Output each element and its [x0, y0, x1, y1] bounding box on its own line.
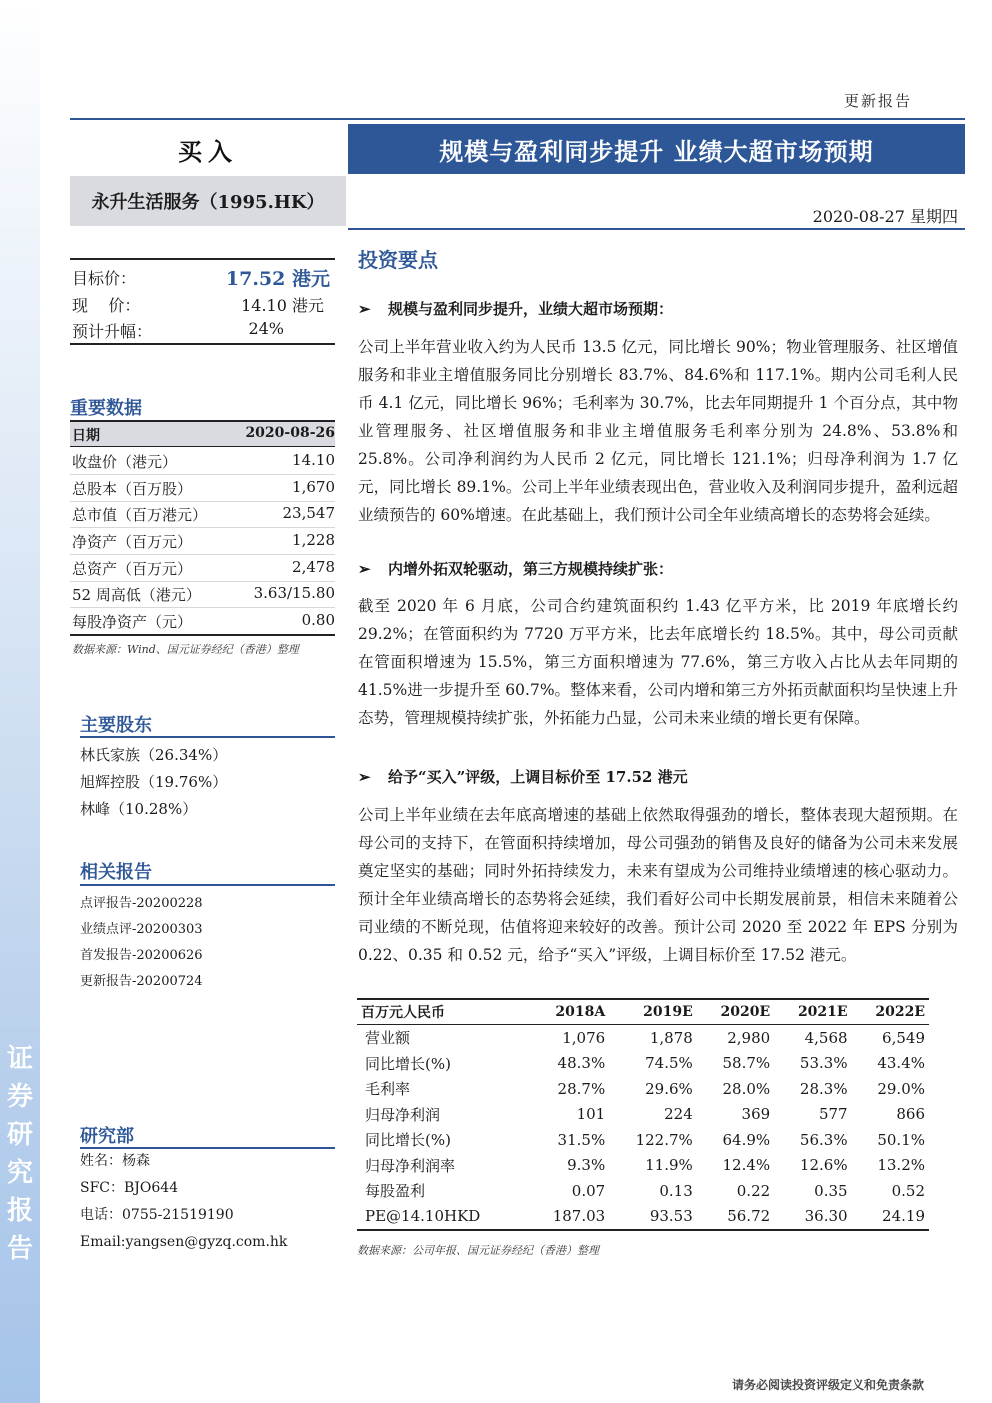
table-cell: PE@14.10HKD: [357, 1204, 528, 1231]
table-row: [357, 1127, 929, 1153]
table-cell: 12.4%: [722, 1156, 771, 1175]
table-cell: 2,980: [727, 1028, 771, 1047]
bullet-text: 内增外拓双轮驱动，第三方规模持续扩张：: [388, 560, 674, 578]
table-cell: 同比增长(%): [365, 1054, 451, 1073]
table-cell: 43.4%: [877, 1054, 925, 1073]
table-header-row: [357, 999, 929, 1025]
bullet-heading-1: [358, 298, 673, 319]
key-data-label: 总资产（百万元）: [72, 560, 193, 578]
sidebar-char: 券: [6, 1082, 33, 1112]
table-row: [357, 1102, 929, 1128]
table-cell: 0.35: [814, 1181, 848, 1200]
report-title: 规模与盈利同步提升 业绩大超市场预期: [348, 124, 965, 174]
target-price-label: 目标价：: [72, 269, 137, 288]
table-row: [357, 1204, 929, 1231]
analyst-phone: 电话：0755-21519190: [80, 1207, 234, 1223]
table-cell: 每股盈利: [365, 1182, 426, 1201]
key-data-value: 3.63/15.80: [253, 584, 335, 602]
investment-highlights-heading: 投资要点: [358, 248, 438, 272]
key-data-value: 0.80: [301, 611, 335, 629]
list-item: 林峰（10.28%）: [80, 800, 198, 818]
column-header: 2021E: [774, 999, 851, 1025]
arrow-icon: ➢: [358, 300, 371, 318]
table-cell: 31.5%: [557, 1130, 606, 1149]
table-cell: 93.53: [609, 1204, 697, 1231]
shareholders-list: [80, 742, 227, 823]
table-row: [357, 1076, 929, 1102]
research-heading: 研究部: [80, 1126, 134, 1147]
list-item: 林氏家族（26.34%）: [80, 746, 228, 764]
list-item: 业绩点评-20200303: [80, 922, 203, 937]
key-data-date-label: 日期: [72, 428, 100, 444]
paragraph-2: 截至 2020 年 6 月底，公司合约建筑面积约 1.43 亿平方米，比 2019 年底增长约 29.2%；在管面积约为 7720 万平方米，比去年底增长约 18.5%。其中，母公司贡献在管面积增速为 15.5%，第三方面积增速为 77.6%，第三方收入占比从去年同期的 41.5%进一步提升至 60.7%。整体来看，公司内增和第三方外拓贡献面积均呈快速上升态势，管理规模持续扩张，外拓能力凸显，公司未来业绩的增长更有保障。: [358, 597, 958, 727]
table-cell: 28.7%: [557, 1079, 606, 1098]
sidebar-vertical-text: [6, 1040, 34, 1268]
paragraph-3: 公司上半年业绩在去年底高增速的基础上依然取得强劲的增长，整体表现大超预期。在母公司的支持下，在管面积持续增加，母公司强劲的销售及良好的储备为公司未来发展奠定坚实的基础；同时外拓持续发力，未来有望成为公司维持业绩增速的核心驱动力。预计全年业绩高增长的态势将会延续，我们看好公司中长期发展前景，相信未来随着公司业绩的不断兑现，估值将迎来较好的改善。预计公司 2020 至 2022 年 EPS 分别为 0.22、0.35 和 0.52 元，给予“买入”评级，上调目标价至 17.52 港元。: [358, 806, 958, 964]
key-data-source: 数据来源：Wind、国元证券经纪（香港）整理: [72, 643, 299, 656]
sidebar-char: 报: [6, 1196, 33, 1226]
report-type: 更新报告: [843, 92, 912, 110]
list-item: 首发报告-20200626: [80, 948, 203, 963]
related-heading: 相关报告: [80, 862, 152, 883]
current-price-value: 14.10 港元: [241, 296, 324, 315]
analyst-name: 姓名：杨森: [80, 1153, 150, 1169]
financial-forecast-table: [357, 998, 929, 1231]
date-rule: [348, 228, 965, 230]
related-list: [80, 891, 203, 995]
table-cell: 12.6%: [799, 1156, 848, 1175]
table-cell: 0.52: [891, 1181, 925, 1200]
company-name: 永升生活服务（1995.HK）: [70, 176, 346, 226]
price-rule-top: [70, 258, 335, 260]
key-data-value: 1,670: [292, 478, 335, 496]
sidebar-char: 究: [6, 1158, 33, 1188]
list-item: 点评报告-20200228: [80, 896, 203, 911]
bullet-heading-3: [358, 766, 688, 787]
table-cell: 56.3%: [799, 1130, 848, 1149]
table-cell: 64.9%: [722, 1130, 771, 1149]
key-data-row: [70, 608, 335, 636]
table-cell: 0.07: [571, 1181, 606, 1200]
table-cell: 9.3%: [567, 1156, 606, 1175]
table-cell: 1,076: [562, 1028, 606, 1047]
current-price-label: 现 价：: [72, 296, 141, 315]
analyst-sfc: SFC：BJO644: [80, 1180, 179, 1196]
arrow-icon: ➢: [358, 560, 371, 578]
bullet-text: 给予“买入”评级，上调目标价至 17.52 港元: [388, 768, 688, 786]
bullet-heading-2: [358, 558, 673, 579]
arrow-icon: ➢: [358, 768, 371, 786]
table-cell: 58.7%: [722, 1054, 771, 1073]
key-data-row: [70, 448, 335, 475]
header-rule: [70, 118, 965, 120]
key-data-date-value: 2020-08-26: [245, 425, 335, 441]
key-data-value: 2,478: [292, 558, 335, 576]
list-item: 旭辉控股（19.76%）: [80, 773, 228, 791]
table-row: [357, 1153, 929, 1179]
report-date: 2020-08-27 星期四: [812, 207, 958, 226]
disclaimer-footer: 请务必阅读投资评级定义和免责条款: [731, 1378, 924, 1392]
table-cell: 48.3%: [557, 1054, 606, 1073]
key-data-value: 1,228: [292, 531, 335, 549]
key-data-row: [70, 475, 335, 502]
key-data-header-row: [70, 420, 335, 447]
table-cell: 同比增长(%): [365, 1131, 451, 1150]
research-contacts: [80, 1148, 287, 1256]
column-header: 2019E: [609, 999, 697, 1025]
table-cell: 0.13: [659, 1181, 693, 1200]
key-data-value: 23,547: [282, 504, 335, 522]
upside-label: 预计升幅：: [72, 322, 153, 341]
column-header: 百万元人民币: [357, 999, 528, 1025]
table-cell: 369: [741, 1105, 771, 1124]
table-cell: 36.30: [774, 1204, 851, 1231]
key-data-label: 总股本（百万股）: [72, 480, 193, 498]
table-row: [357, 1178, 929, 1204]
table-cell: 营业额: [365, 1029, 411, 1048]
table-cell: 11.9%: [645, 1156, 693, 1175]
table-cell: 187.03: [528, 1204, 609, 1231]
table-cell: 74.5%: [645, 1054, 693, 1073]
table-cell: 28.3%: [799, 1079, 848, 1098]
column-header: 2020E: [697, 999, 774, 1025]
table-cell: 122.7%: [635, 1130, 693, 1149]
table-cell: 101: [576, 1105, 606, 1124]
table-row: [357, 1051, 929, 1077]
key-data-row: [70, 528, 335, 555]
table-cell: 4,568: [804, 1028, 848, 1047]
sidebar-char: 证: [6, 1044, 33, 1074]
table-cell: 1,878: [649, 1028, 693, 1047]
table-cell: 28.0%: [722, 1079, 771, 1098]
table-cell: 毛利率: [365, 1080, 411, 1099]
table-cell: 13.2%: [877, 1156, 925, 1175]
key-data-row: [70, 555, 335, 582]
key-data-label: 总市值（百万港元）: [72, 506, 208, 524]
table-cell: 归母净利润率: [365, 1156, 456, 1175]
table-cell: 224: [664, 1105, 693, 1124]
shareholders-rule: [80, 736, 335, 738]
table-cell: 577: [818, 1105, 848, 1124]
key-data-label: 净资产（百万元）: [72, 533, 193, 551]
key-data-heading: 重要数据: [70, 398, 142, 419]
key-data-row: [70, 501, 335, 528]
bullet-text: 规模与盈利同步提升，业绩大超市场预期：: [388, 300, 674, 318]
analyst-email: Email:yangsen@gyzq.com.hk: [80, 1234, 288, 1250]
sidebar-char: 告: [6, 1234, 33, 1264]
shareholders-heading: 主要股东: [80, 715, 152, 736]
table-cell: 6,549: [882, 1028, 925, 1047]
upside-value: 24%: [248, 319, 284, 338]
sidebar-char: 研: [6, 1120, 33, 1150]
paragraph-1: 公司上半年营业收入约为人民币 13.5 亿元，同比增长 90%；物业管理服务、社区增值服务和非业主增值服务同比分别增长 83.7%、84.6%和 117.1%。期内公司毛利人民币 4.1 亿元，同比增长 96%；毛利率为 30.7%，比去年同期提升 1 个百分点，其中物业管理服务、社区增值服务和非业主增值服务毛利率分别为 24.8%、53.8%和 25.8%。公司净利润约为人民币 2 亿元，同比增长 121.1%；归母净利润为 1.7 亿元，同比增长 89.1%。公司上半年业绩表现出色，营业收入及利润同步提升，盈利远超业绩预告的 60%增速。在此基础上，我们预计公司全年业绩高增长的态势将会延续。: [358, 338, 958, 524]
table-cell: 0.22: [736, 1181, 771, 1200]
table-source-note: 数据来源：公司年报、国元证券经纪（香港）整理: [357, 1244, 599, 1257]
column-header: 2022E: [852, 999, 929, 1025]
table-row: [357, 1025, 929, 1051]
column-header: 2018A: [528, 999, 609, 1025]
table-cell: 50.1%: [877, 1130, 925, 1149]
table-cell: 56.72: [697, 1204, 774, 1231]
key-data-label: 52 周高低（港元）: [72, 586, 201, 604]
table-cell: 866: [896, 1105, 925, 1124]
target-price-value: 17.52 港元: [225, 268, 330, 290]
key-data-label: 收盘价（港元）: [72, 453, 178, 471]
table-cell: 29.0%: [877, 1079, 925, 1098]
table-cell: 归母净利润: [365, 1105, 441, 1124]
left-sidebar-band: [0, 0, 40, 1403]
key-data-value: 14.10: [292, 451, 335, 469]
table-cell: 24.19: [852, 1204, 929, 1231]
rating-box: 买入: [178, 136, 238, 166]
list-item: 更新报告-20200724: [80, 974, 203, 989]
table-cell: 53.3%: [799, 1054, 848, 1073]
key-data-label: 每股净资产（元）: [72, 613, 193, 631]
related-rule: [80, 884, 335, 886]
key-data-row: [70, 581, 335, 608]
price-rule-bottom: [70, 343, 335, 345]
table-cell: 29.6%: [645, 1079, 693, 1098]
